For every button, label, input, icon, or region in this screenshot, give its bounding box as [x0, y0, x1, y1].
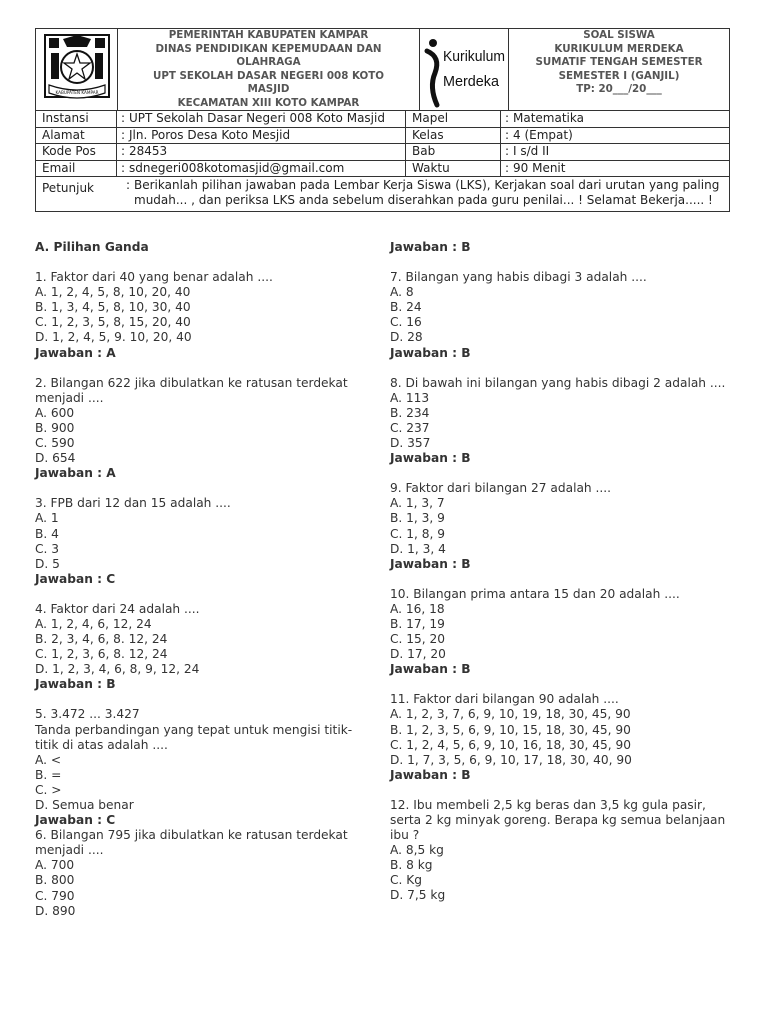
institution-line: MASJID	[247, 83, 290, 95]
km-word-1: Kurikulum	[443, 47, 505, 65]
answer-option: B. 900	[35, 420, 75, 435]
info-label: Waktu	[406, 161, 501, 177]
answer-option: A. 1, 3, 7	[390, 496, 445, 511]
answer-option: C. 1, 2, 3, 5, 8, 15, 20, 40	[35, 315, 191, 330]
question-text: 12. Ibu membeli 2,5 kg beras dan 3,5 kg gula pasir, serta 2 kg minyak goreng. Berapa kg semua belanjaan ibu ?	[390, 797, 726, 843]
answer-option: A. 113	[390, 390, 430, 405]
answer-option: C. 790	[35, 888, 75, 903]
answer-option: A. 8,5 kg	[390, 843, 444, 858]
answer-option: B. 234	[390, 405, 430, 420]
institution-block	[118, 29, 420, 110]
question-item	[390, 270, 730, 361]
info-label: Bab	[406, 144, 501, 160]
info-value: 28453	[129, 144, 168, 158]
answer-option: D. 357	[390, 436, 431, 451]
answer-option: C. >	[35, 782, 62, 797]
answer-option: A. 1, 2, 4, 6, 12, 24	[35, 616, 152, 631]
km-word-2: Merdeka	[443, 72, 500, 90]
instructions-label: Petunjuk	[42, 181, 94, 195]
answer-option: A. 700	[35, 858, 75, 873]
header-box	[35, 28, 730, 212]
question-text: 9. Faktor dari bilangan 27 adalah ....	[390, 481, 612, 496]
answer-option: D. 1, 3, 4	[390, 541, 446, 556]
info-value: 4 (Empat)	[513, 127, 573, 142]
exam-title-line: SEMESTER I (GANJIL)	[558, 69, 680, 82]
right-column	[390, 240, 730, 919]
question-item	[390, 798, 730, 904]
instructions-row: Petunjuk : Berikanlah pilihan jawaban pada Lembar Kerja Siswa (LKS), Kerjakan soal dari urutan yang paling mudah... , dan periksa LKS anda sebelum diserahkan pada guru penilai... ! Selamat Bekerja..... !	[36, 177, 729, 211]
question-item	[35, 707, 370, 828]
answer-option: C. 15, 20	[390, 632, 446, 647]
info-label: Kode Pos	[36, 144, 117, 160]
info-label: Instansi	[36, 111, 117, 127]
answer-option: D. 1, 2, 3, 4, 6, 8, 9, 12, 24	[35, 662, 200, 677]
question-text: 2. Bilangan 622 jika dibulatkan ke ratusan terdekat menjadi ....	[35, 375, 348, 405]
question-text: 11. Faktor dari bilangan 90 adalah ....	[390, 692, 619, 707]
answer-option: D. 5	[35, 556, 60, 571]
answer-option: C. 16	[390, 315, 422, 330]
regency-logo	[36, 29, 118, 110]
answer-option: B. 1, 3, 9	[390, 511, 445, 526]
carried-answer: Jawaban : B	[390, 240, 471, 254]
answer-key: Jawaban : B	[35, 677, 116, 692]
answer-key: Jawaban : C	[35, 571, 116, 586]
answer-option: D. 1, 2, 4, 5, 9. 10, 20, 40	[35, 330, 192, 345]
answer-option: C. 1, 8, 9	[390, 526, 446, 541]
answer-option: C. 237	[390, 420, 430, 435]
answer-option: B. 1, 2, 3, 5, 6, 9, 10, 15, 18, 30, 45, 90	[390, 722, 631, 737]
question-item	[35, 496, 370, 587]
institution-line: PEMERINTAH KABUPATEN KAMPAR	[168, 29, 369, 41]
info-value: I s/d II	[513, 144, 550, 158]
answer-option: A. 600	[35, 405, 75, 420]
question-item	[390, 376, 730, 467]
answer-option: A. <	[35, 752, 62, 767]
question-text: 5. 3.472 ... 3.427 Tanda perbandingan yang tepat untuk mengisi titik-titik di atas adalah ....	[35, 707, 353, 752]
answer-key: Jawaban : B	[390, 556, 471, 571]
answer-option: A. 1, 2, 3, 7, 6, 9, 10, 19, 18, 30, 45, 90	[390, 707, 631, 722]
answer-option: B. 4	[35, 526, 59, 541]
answer-option: B. =	[35, 767, 62, 782]
answer-option: D. 17, 20	[390, 647, 446, 662]
question-text: 10. Bilangan prima antara 15 dan 20 adalah ....	[390, 586, 680, 601]
institution-line: UPT SEKOLAH DASAR NEGERI 008 KOTO	[153, 69, 384, 82]
answer-option: A. 1, 2, 4, 5, 8, 10, 20, 40	[35, 285, 191, 300]
answer-key: Jawaban : A	[35, 466, 116, 481]
answer-key: Jawaban : C	[35, 813, 116, 828]
question-item	[35, 270, 370, 361]
question-text: 7. Bilangan yang habis dibagi 3 adalah ....	[390, 270, 647, 285]
answer-option: B. 17, 19	[390, 616, 445, 631]
question-text: 1. Faktor dari 40 yang benar adalah ....	[35, 270, 273, 285]
kurikulum-merdeka-icon	[421, 31, 507, 109]
logo-caption: KABUPATEN KAMPAR	[54, 89, 99, 95]
answer-option: C. 3	[35, 541, 60, 556]
info-row-email: Email : sdnegeri008kotomasjid@gmail.com Waktu : 90 Menit	[36, 161, 729, 178]
answer-option: B. 2, 3, 4, 6, 8. 12, 24	[35, 632, 168, 647]
answer-option: C. 1, 2, 3, 6, 8. 12, 24	[35, 647, 168, 662]
answer-key: Jawaban : B	[390, 345, 471, 360]
answer-option: D. 7,5 kg	[390, 888, 446, 903]
info-row-alamat: Alamat : Jln. Poros Desa Koto Mesjid Kelas : 4 (Empat)	[36, 128, 729, 145]
info-value: UPT Sekolah Dasar Negeri 008 Koto Masjid	[129, 111, 385, 125]
answer-option: A. 1	[35, 511, 59, 526]
question-text: 6. Bilangan 795 jika dibulatkan ke ratusan terdekat menjadi ....	[35, 828, 348, 858]
answer-option: A. 16, 18	[390, 601, 445, 616]
exam-title-line: KURIKULUM MERDEKA	[554, 42, 684, 55]
answer-option: D. 890	[35, 903, 76, 918]
answer-option: C. Kg	[390, 873, 422, 888]
question-item	[35, 376, 370, 482]
answer-option: D. 654	[35, 451, 76, 466]
exam-title-line: TP: 20___/20___	[576, 83, 662, 95]
question-item	[390, 587, 730, 678]
answer-option: B. 24	[390, 300, 422, 315]
answer-key: Jawaban : B	[390, 662, 471, 677]
info-row-kodepos: Kode Pos : 28453 Bab : I s/d II	[36, 144, 729, 161]
question-item	[390, 481, 730, 572]
info-label: Alamat	[36, 128, 117, 144]
instructions-text: Berikanlah pilihan jawaban pada Lembar Kerja Siswa (LKS), Kerjakan soal dari urutan yang paling mudah... , dan periksa LKS anda sebelum diserahkan pada guru penilai... ! Selamat Bekerja..... !	[134, 178, 720, 207]
question-text: 3. FPB dari 12 dan 15 adalah ....	[35, 496, 231, 511]
header-top-row	[36, 29, 729, 111]
answer-key: Jawaban : B	[390, 451, 471, 466]
institution-line: OLAHRAGA	[236, 56, 301, 68]
kurikulum-merdeka-logo	[420, 29, 509, 110]
left-column	[35, 240, 370, 934]
exam-title-line: SUMATIF TENGAH SEMESTER	[535, 56, 703, 68]
question-text: 4. Faktor dari 24 adalah ....	[35, 601, 200, 616]
exam-title-block	[509, 29, 729, 110]
email-link[interactable]: sdnegeri008kotomasjid@gmail.com	[129, 160, 345, 175]
answer-option: B. 1, 3, 4, 5, 8, 10, 30, 40	[35, 300, 191, 315]
info-label: Email	[36, 161, 117, 177]
section-title: A. Pilihan Ganda	[35, 240, 149, 254]
answer-option: C. 1, 2, 4, 5, 6, 9, 10, 16, 18, 30, 45, 90	[390, 737, 632, 752]
institution-line: KECAMATAN XIII KOTO KAMPAR	[177, 96, 360, 109]
question-text: 8. Di bawah ini bilangan yang habis dibagi 2 adalah ....	[390, 375, 726, 390]
info-value: Matematika	[513, 111, 584, 125]
answer-option: D. 1, 7, 3, 5, 6, 9, 10, 17, 18, 30, 40, 90	[390, 752, 632, 767]
answer-option: B. 800	[35, 873, 75, 888]
answer-option: C. 590	[35, 436, 75, 451]
answer-option: D. Semua benar	[35, 798, 134, 812]
info-label: Kelas	[406, 128, 501, 144]
info-value: Jln. Poros Desa Koto Mesjid	[129, 127, 291, 142]
answer-key: Jawaban : A	[35, 345, 116, 360]
left-question-list	[35, 270, 370, 919]
question-item	[35, 602, 370, 693]
answer-option: A. 8	[390, 285, 414, 300]
exam-title-line: SOAL SISWA	[583, 29, 655, 41]
kampar-emblem-icon	[41, 33, 113, 107]
answer-option: B. 8 kg	[390, 858, 433, 873]
answer-key: Jawaban : B	[390, 767, 471, 782]
answer-option: D. 28	[390, 330, 423, 345]
right-question-list	[390, 270, 730, 903]
question-item	[390, 692, 730, 783]
question-item	[35, 828, 370, 919]
info-row-instansi: Instansi : UPT Sekolah Dasar Negeri 008 Koto Masjid Mapel : Matematika	[36, 111, 729, 128]
info-label: Mapel	[406, 111, 501, 127]
institution-line: DINAS PENDIDIKAN KEPEMUDAAN DAN	[155, 42, 382, 55]
info-value: 90 Menit	[513, 160, 566, 175]
